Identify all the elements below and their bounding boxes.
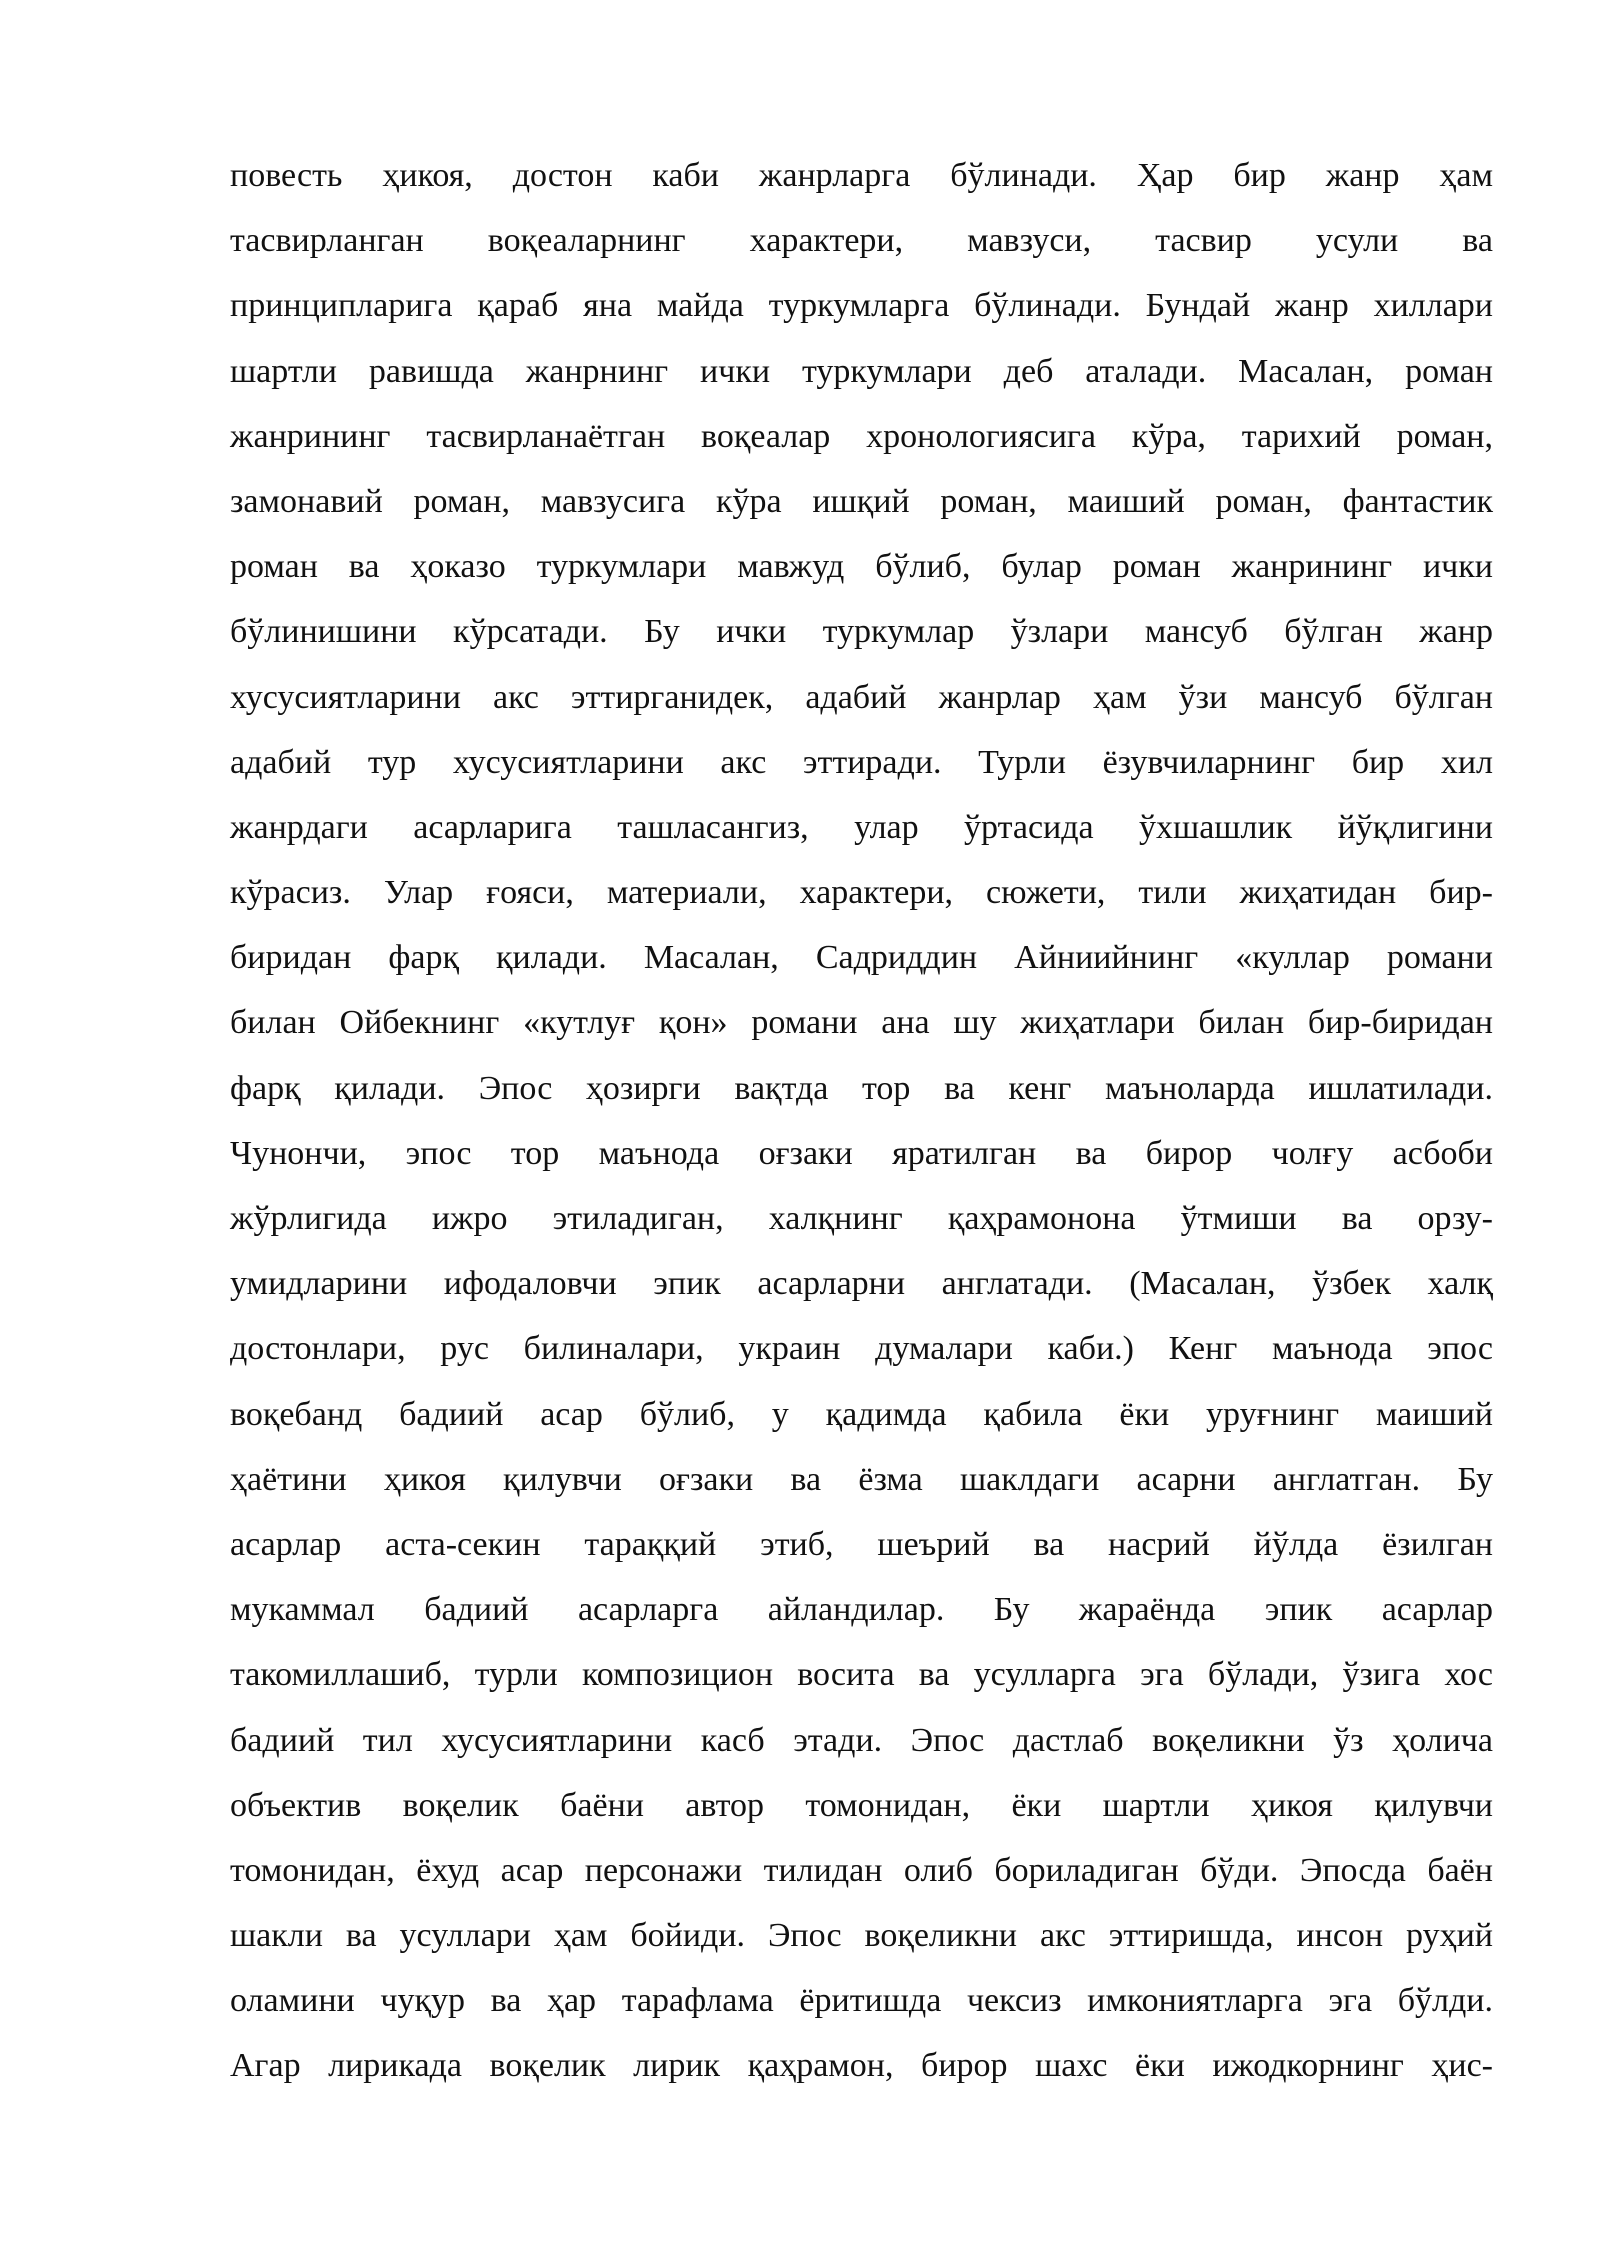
text-line: адабий тур хусусиятларини акс эттиради. Турли ёзувчиларнинг бир хил <box>230 743 1493 781</box>
text-line: жанрининг тасвирланаётган воқеалар хронологиясига кўра, тарихий роман, <box>230 417 1493 455</box>
text-line: мукаммал бадиий асарларга айландилар. Бу жараёнда эпик асарлар <box>230 1591 1493 1629</box>
text-line: жанрдаги асарларига ташласангиз, улар ўртасида ўхшашлик йўқлигини <box>230 808 1493 846</box>
text-line: шакли ва усуллари ҳам бойиди. Эпос воқеликни акс эттиришда, инсон руҳий <box>230 1917 1493 1955</box>
text-line: достонлари, рус билиналари, украин думалари каби.) Кенг маънода эпос <box>230 1330 1493 1368</box>
text-line: билан Ойбекнинг «кутлуғ қон» романи ана шу жиҳатлари билан бир-биридан <box>230 1004 1493 1042</box>
text-line: объектив воқелик баёни автор томонидан, ёки шартли ҳикоя қилувчи <box>230 1786 1493 1824</box>
text-line: роман ва ҳоказо туркумлари мавжуд бўлиб, булар роман жанрининг ички <box>230 548 1493 586</box>
text-line: Агар лирикада воқелик лирик қаҳрамон, бирор шахс ёки ижодкорнинг ҳис- <box>230 2047 1493 2085</box>
text-line: Чунончи, эпос тор маънода оғзаки яратилган ва бирор чолғу асбоби <box>230 1134 1493 1172</box>
text-line: воқебанд бадиий асар бўлиб, у қадимда қабила ёки уруғнинг маиший <box>230 1395 1493 1433</box>
text-line: такомиллашиб, турли композицион восита ва усулларга эга бўлади, ўзига хос <box>230 1656 1493 1694</box>
text-line: томонидан, ёхуд асар персонажи тилидан олиб бориладиган бўди. Эпосда баён <box>230 1851 1493 1889</box>
text-line: жўрлигида ижро этиладиган, халқнинг қаҳрамонона ўтмиши ва орзу- <box>230 1200 1493 1237</box>
text-line: шартли равишда жанрнинг ички туркумлари деб аталади. Масалан, роман <box>230 352 1493 390</box>
text-line: оламини чуқур ва ҳар тарафлама ёритишда чексиз имкониятларга эга бўлди. <box>230 1982 1493 2020</box>
text-line: повесть ҳикоя, достон каби жанрларга бўлинади. Ҳар бир жанр ҳам <box>230 157 1493 194</box>
text-line: биридан фарқ қилади. Масалан, Садриддин Айниийнинг «куллар романи <box>230 939 1493 977</box>
text-line: асарлар аста-секин тараққий этиб, шеърий ва насрий йўлда ёзилган <box>230 1525 1493 1563</box>
body-text <box>230 150 1493 2106</box>
text-line: ҳаётини ҳикоя қилувчи оғзаки ва ёзма шаклдаги асарни англатган. Бу <box>230 1460 1493 1498</box>
text-line: тасвирланган воқеаларнинг характери, мавзуси, тасвир усули ва <box>230 222 1493 260</box>
text-line: хусусиятларини акс эттирганидек, адабий жанрлар ҳам ўзи мансуб бўлган <box>230 678 1493 716</box>
text-line: кўрасиз. Улар ғояси, материали, характери, сюжети, тили жиҳатидан бир- <box>230 874 1493 912</box>
text-line: бўлинишини кўрсатади. Бу ички туркумлар ўзлари мансуб бўлган жанр <box>230 613 1493 651</box>
text-line: фарқ қилади. Эпос ҳозирги вақтда тор ва кенг маъноларда ишлатилади. <box>230 1069 1493 1107</box>
text-line: замонавий роман, мавзусига кўра ишқий роман, маиший роман, фантастик <box>230 482 1493 520</box>
text-line: умидларини ифодаловчи эпик асарларни англатади. (Масалан, ўзбек халқ <box>230 1265 1493 1303</box>
text-line: бадиий тил хусусиятларини касб этади. Эпос дастлаб воқеликни ўз ҳолича <box>230 1721 1493 1759</box>
text-line: принципларига қараб яна майда туркумларга бўлинади. Бундай жанр хиллари <box>230 287 1493 325</box>
